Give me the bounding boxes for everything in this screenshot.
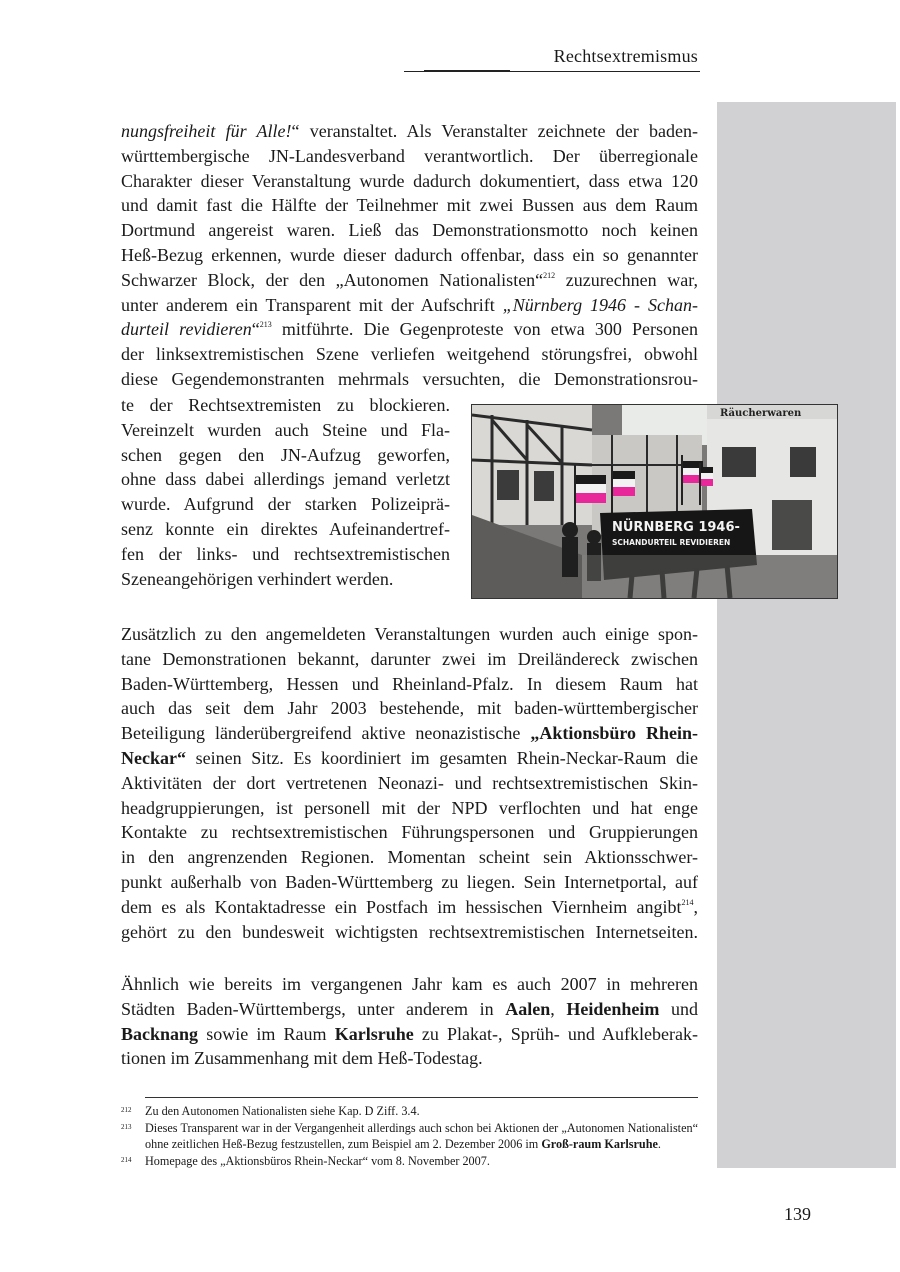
footnote: 213 Dieses Transparent war in der Vergangenheit allerdings auch schon bei Aktionen der „Autonomen Nationalisten“ ohne zeitlichen Heß-Bezug festzustellen, zum Beispiel am 2. Dezember 2006 im Groß-raum Karlsruhe.: [121, 1121, 698, 1151]
shop-sign-text: Räucherwaren: [720, 408, 802, 419]
banner-text-line-2: SCHANDURTEIL REVIDIEREN: [612, 538, 731, 547]
header-rule-accent: [424, 70, 510, 72]
paragraph-1: nungsfreiheit für Alle!“ veranstaltet. Als Veranstalter zeichnete der baden- württembergische JN-Landesverband verantwortlich. Der überregionale Charakter dieser Veranstaltung wurde dadurch dokumentiert, dass etwa 120 und damit fast die Hälfte der Teilnehmer mit zwei Bussen aus dem Raum Dortmund angereist waren. Ließ das Demonstrationsmotto noch keinen Heß-Bezug erkennen, wurde dieser dadurch offenbar, dass ein so genannter Schwarzer Block, der den „Autonomen Nationalisten“$^{212}$ zuzurechnen war, unter anderem ein Transparent mit der Aufschrift „Nürnberg 1946 - Schan- durteil revidieren“$^{213}$ mitführte. Die Gegenproteste von etwa 300 Personen der linksextremistischen Szene verliefen weitgehend störungsfrei, obwohl diese Gegendemonstranten mehrmals versuchten, die Demonstrationsrou-: [121, 121, 698, 389]
footnote-rule: [145, 1097, 698, 1098]
page-header-title: Rechtsextremismus: [553, 46, 698, 66]
footnotes: [121, 1103, 698, 1170]
footnote: [121, 1103, 698, 1119]
demonstration-photo: [471, 404, 838, 599]
footnote-text: Homepage des „Aktionsbüros Rhein-Neckar“ vom 8. November 2007.: [145, 1154, 490, 1168]
side-margin-bar: [717, 102, 896, 1168]
paragraph-2: Zusätzlich zu den angemeldeten Veranstaltungen wurden auch einige spon- tane Demonstrationen bekannt, darunter zwei im Dreiländereck zwischen Baden-Württemberg, Hessen und Rheinland-Pfalz. In diesem Raum hat auch das seit dem Jahr 2003 bestehende, mit baden-württembergischer Beteiligung länderübergreifend aktive neonazistische „Aktionsbüro Rhein- Neckar“ seinen Sitz. Es koordiniert im gesamten Rhein-Neckar-Raum die Aktivitäten der dort vertretenen Neonazi- und rechtsextremistischen Skin- headgruppierungen, ist personell mit der NPD verflochten und hat enge Kontakte zu rechtsextremistischen Führungspersonen und Gruppierungen in den angrenzenden Regionen. Momentan scheint sein Aktionsschwer- punkt außerhalb von Baden-Württemberg zu liegen. Sein Internetportal, auf dem es als Kontaktadresse ein Postfach im hessischen Viernheim angibt$^{214}$, gehört zu den bundesweit wichtigsten rechtsextremistischen Internetseiten.: [121, 624, 698, 942]
footnote-text: Dieses Transparent war in der Vergangenheit allerdings auch schon bei Aktionen der „Autonomen Nationalisten“ ohne zeitlichen Heß-Bezug festzustellen, zum Beispiel am 2. Dezember 2006 im: [145, 1121, 698, 1151]
footnote: [121, 1153, 698, 1169]
footnote-number: 213: [121, 1123, 132, 1131]
page-number: 139: [784, 1204, 811, 1224]
footnote-number: 212: [121, 1106, 132, 1114]
footnote-bold-place: Groß-raum Karlsruhe: [541, 1137, 658, 1151]
footnote-text: Zu den Autonomen Nationalisten siehe Kap. D Ziff. 3.4.: [145, 1104, 420, 1118]
paragraph-1-wrapped: te der Rechtsextremisten zu blockieren. Vereinzelt wurden auch Steine und Fla- schen gegen den JN-Aufzug geworfen, ohne dass dabei allerdings jemand verletzt wurde. Aufgrund der starken Polizeiprä- senz konnte ein direktes Aufeinandertref- fen der links- und rechtsextremistischen Szeneangehörigen verhindert werden.: [121, 395, 450, 589]
paragraph-3: Ähnlich wie bereits im vergangenen Jahr kam es auch 2007 in mehreren Städten Baden-Württembergs, unter anderem in Aalen, Heidenheim und Backnang sowie im Raum Karlsruhe zu Plakat-, Sprüh- und Aufkleberak- tionen im Zusammenhang mit dem Heß-Todestag.: [121, 974, 699, 1069]
footnote-number: 214: [121, 1156, 132, 1164]
banner-text-line-1: NÜRNBERG 1946-: [612, 520, 740, 535]
